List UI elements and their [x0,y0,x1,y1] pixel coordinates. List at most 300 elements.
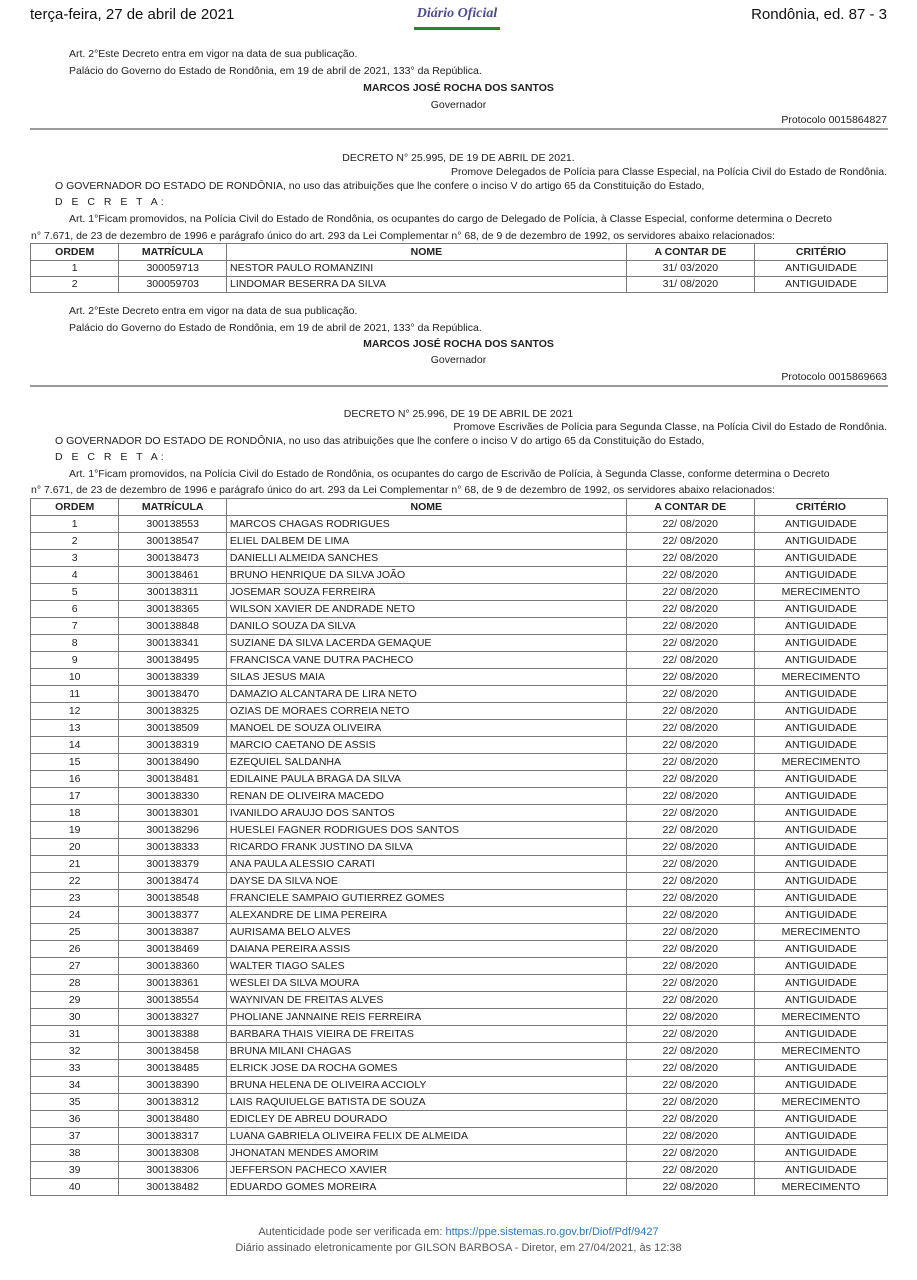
table-row [31,788,888,805]
logo-underline-bar [414,27,500,30]
cell-a-contar-de: 22/ 08/2020 [626,635,754,652]
cell-criterio: ANTIGUIDADE [754,1128,887,1145]
cell-ordem: 13 [31,720,119,737]
cell-a-contar-de: 22/ 08/2020 [626,516,754,533]
cell-matricula: 300138330 [119,788,227,805]
cell-matricula: 300138458 [119,1043,227,1060]
cell-ordem: 2 [31,533,119,550]
cell-criterio: ANTIGUIDADE [754,261,887,277]
cell-matricula: 300138469 [119,941,227,958]
table-row [31,873,888,890]
cell-ordem: 1 [31,261,119,277]
cell-a-contar-de: 22/ 08/2020 [626,941,754,958]
cell-nome: EDILAINE PAULA BRAGA DA SILVA [226,771,626,788]
cell-ordem: 11 [31,686,119,703]
cell-nome: LINDOMAR BESERRA DA SILVA [227,277,627,293]
cell-nome: EDUARDO GOMES MOREIRA [226,1179,626,1196]
cell-criterio: ANTIGUIDADE [754,873,887,890]
cell-matricula: 300138301 [119,805,227,822]
table-row [31,975,888,992]
cell-criterio: ANTIGUIDADE [754,550,887,567]
cell-ordem: 4 [31,567,119,584]
cell-a-contar-de: 22/ 08/2020 [626,1145,754,1162]
cell-matricula: 300138485 [119,1060,227,1077]
cell-ordem: 16 [31,771,119,788]
cell-matricula: 300138306 [119,1162,227,1179]
cell-nome: BRUNO HENRIQUE DA SILVA JOÃO [226,567,626,584]
cell-a-contar-de: 22/ 08/2020 [626,754,754,771]
cell-ordem: 40 [31,1179,119,1196]
cell-criterio: ANTIGUIDADE [754,703,887,720]
cell-ordem: 29 [31,992,119,1009]
cell-nome: RICARDO FRANK JUSTINO DA SILVA [226,839,626,856]
table-row [31,669,888,686]
diario-oficial-logo: Diário Oficial [416,6,498,21]
cell-a-contar-de: 22/ 08/2020 [626,669,754,686]
cell-ordem: 39 [31,1162,119,1179]
cell-nome: WAYNIVAN DE FREITAS ALVES [226,992,626,1009]
cell-ordem: 15 [31,754,119,771]
cell-matricula: 300138473 [119,550,227,567]
cell-matricula: 300138495 [119,652,227,669]
cell-nome: MANOEL DE SOUZA OLIVEIRA [226,720,626,737]
cell-a-contar-de: 22/ 08/2020 [626,822,754,839]
cell-a-contar-de: 22/ 08/2020 [626,1009,754,1026]
cell-a-contar-de: 22/ 08/2020 [626,924,754,941]
cell-criterio: ANTIGUIDADE [754,635,887,652]
cell-nome: ALEXANDRE DE LIMA PEREIRA [226,907,626,924]
cell-ordem: 34 [31,1077,119,1094]
table-row [31,703,888,720]
table-row [31,822,888,839]
table-row [31,771,888,788]
issue-date: terça-feira, 27 de abril de 2021 [30,6,235,23]
cell-criterio: ANTIGUIDADE [754,652,887,669]
cell-matricula: 300138547 [119,533,227,550]
art1-line2: n° 7.671, de 23 de dezembro de 1996 e parágrafo único do art. 293 da Lei Complementar n° 68, de 9 de dezembro de 1992, os servidores abaixo relacionados: [31,230,775,242]
cell-criterio: ANTIGUIDADE [754,516,887,533]
cell-ordem: 37 [31,1128,119,1145]
cell-ordem: 28 [31,975,119,992]
cell-criterio: MERECIMENTO [754,1009,887,1026]
column-header-nome: NOME [226,499,626,516]
cell-matricula: 300138490 [119,754,227,771]
cell-criterio: ANTIGUIDADE [754,907,887,924]
cell-matricula: 300138387 [119,924,227,941]
cell-a-contar-de: 31/ 03/2020 [626,261,754,277]
table-row [31,754,888,771]
palace-text: Palácio do Governo do Estado de Rondônia, em 19 de abril de 2021, 133° da República. [69,65,482,77]
cell-a-contar-de: 22/ 08/2020 [626,550,754,567]
cell-ordem: 21 [31,856,119,873]
cell-ordem: 10 [31,669,119,686]
cell-ordem: 2 [31,277,119,293]
table-row [31,1077,888,1094]
cell-a-contar-de: 22/ 08/2020 [626,1111,754,1128]
cell-criterio: ANTIGUIDADE [754,822,887,839]
cell-matricula: 300138377 [119,907,227,924]
table-row [31,924,888,941]
cell-criterio: ANTIGUIDADE [754,720,887,737]
column-header-ordem: ORDEM [31,244,119,261]
cell-ordem: 14 [31,737,119,754]
table-row [31,1179,888,1196]
cell-ordem: 7 [31,618,119,635]
cell-nome: WALTER TIAGO SALES [226,958,626,975]
cell-criterio: ANTIGUIDADE [754,737,887,754]
cell-criterio: ANTIGUIDADE [754,992,887,1009]
cell-criterio: ANTIGUIDADE [754,601,887,618]
table-header-row [31,244,888,261]
decree-title: DECRETO N° 25.996, DE 19 DE ABRIL DE 2021 [343,408,574,420]
cell-nome: OZIAS DE MORAES CORREIA NETO [226,703,626,720]
table-row [31,516,888,533]
cell-nome: SUZIANE DA SILVA LACERDA GEMAQUE [226,635,626,652]
cell-matricula: 300138333 [119,839,227,856]
table-row [31,652,888,669]
decree-summary: Promove Escrivães de Polícia para Segunda Classe, na Polícia Civil do Estado de Rondônia. [453,421,887,433]
table-row [31,941,888,958]
cell-matricula: 300138312 [119,1094,227,1111]
cell-matricula: 300138308 [119,1145,227,1162]
table-row [31,1145,888,1162]
cell-ordem: 35 [31,1094,119,1111]
table-row [31,635,888,652]
cell-matricula: 300138341 [119,635,227,652]
column-header-nome: NOME [227,244,627,261]
table-row [31,907,888,924]
delegados-table [30,243,888,293]
escrivaes-table [30,498,888,1196]
decree-preamble: O GOVERNADOR DO ESTADO DE RONDÔNIA, no uso das atribuições que lhe confere o inciso V do artigo 65 da Constituição do Estado, [55,435,705,447]
cell-nome: DANILO SOUZA DA SILVA [226,618,626,635]
cell-a-contar-de: 22/ 08/2020 [626,1179,754,1196]
cell-ordem: 30 [31,1009,119,1026]
cell-a-contar-de: 22/ 08/2020 [626,720,754,737]
cell-nome: WILSON XAVIER DE ANDRADE NETO [226,601,626,618]
cell-a-contar-de: 22/ 08/2020 [626,652,754,669]
cell-a-contar-de: 22/ 08/2020 [626,771,754,788]
table-row [31,1060,888,1077]
cell-matricula: 300138296 [119,822,227,839]
table-row [31,567,888,584]
cell-nome: HUESLEI FAGNER RODRIGUES DOS SANTOS [226,822,626,839]
cell-matricula: 300138848 [119,618,227,635]
cell-criterio: MERECIMENTO [754,1094,887,1111]
edition-label: Rondônia, ed. 87 - 3 [751,6,887,23]
cell-matricula: 300138311 [119,584,227,601]
signer-role: Governador [430,354,487,366]
art1-line2: n° 7.671, de 23 de dezembro de 1996 e parágrafo único do art. 293 da Lei Complementar n° 68, de 9 de dezembro de 1992, os servidores abaixo relacionados: [31,484,775,496]
cell-matricula: 300138474 [119,873,227,890]
table-row [31,992,888,1009]
cell-ordem: 1 [31,516,119,533]
cell-nome: DAMAZIO ALCANTARA DE LIRA NETO [226,686,626,703]
table-row [31,686,888,703]
cell-ordem: 33 [31,1060,119,1077]
table-row [31,261,888,277]
cell-a-contar-de: 22/ 08/2020 [626,1162,754,1179]
signer-role: Governador [430,99,487,111]
cell-criterio: ANTIGUIDADE [754,277,887,293]
cell-nome: EDICLEY DE ABREU DOURADO [226,1111,626,1128]
cell-nome: DANIELLI ALMEIDA SANCHES [226,550,626,567]
cell-a-contar-de: 22/ 08/2020 [626,584,754,601]
decreta-label: D E C R E T A: [55,451,167,463]
table-row [31,1009,888,1026]
cell-a-contar-de: 22/ 08/2020 [626,975,754,992]
cell-a-contar-de: 22/ 08/2020 [626,856,754,873]
cell-a-contar-de: 22/ 08/2020 [626,890,754,907]
art2-text: Art. 2°Este Decreto entra em vigor na data de sua publicação. [69,305,358,317]
art1-line1: Art. 1°Ficam promovidos, na Polícia Civil do Estado de Rondônia, os ocupantes do cargo de Escrivão de Polícia, à Segunda Classe, conforme determina o Decreto [69,468,830,480]
cell-a-contar-de: 22/ 08/2020 [626,1077,754,1094]
cell-a-contar-de: 22/ 08/2020 [626,737,754,754]
cell-criterio: MERECIMENTO [754,1043,887,1060]
cell-nome: EZEQUIEL SALDANHA [226,754,626,771]
cell-ordem: 32 [31,1043,119,1060]
cell-criterio: ANTIGUIDADE [754,1162,887,1179]
cell-matricula: 300059703 [119,277,227,293]
cell-a-contar-de: 22/ 08/2020 [626,992,754,1009]
table-row [31,584,888,601]
cell-a-contar-de: 22/ 08/2020 [626,1043,754,1060]
cell-matricula: 300059713 [119,261,227,277]
decreta-label: D E C R E T A: [55,196,167,208]
delegados-table-body [31,261,888,293]
cell-ordem: 19 [31,822,119,839]
cell-criterio: ANTIGUIDADE [754,788,887,805]
table-row [31,1094,888,1111]
cell-ordem: 8 [31,635,119,652]
cell-a-contar-de: 22/ 08/2020 [626,788,754,805]
authenticity-line [0,1226,917,1238]
cell-matricula: 300138470 [119,686,227,703]
cell-nome: JOSEMAR SOUZA FERREIRA [226,584,626,601]
cell-ordem: 22 [31,873,119,890]
page-footer [0,1226,917,1254]
cell-matricula: 300138317 [119,1128,227,1145]
cell-nome: MARCIO CAETANO DE ASSIS [226,737,626,754]
decree-title: DECRETO N° 25.995, DE 19 DE ABRIL DE 2021. [342,152,575,164]
signer-name: MARCOS JOSÉ ROCHA DOS SANTOS [363,338,554,350]
cell-criterio: ANTIGUIDADE [754,1111,887,1128]
table-row [31,533,888,550]
cell-matricula: 300138482 [119,1179,227,1196]
page-header [0,6,917,30]
column-header-criterio: CRITÉRIO [754,244,887,261]
table-row [31,1128,888,1145]
cell-matricula: 300138365 [119,601,227,618]
decree-summary: Promove Delegados de Polícia para Classe Especial, na Polícia Civil do Estado de Rondônia. [451,166,887,178]
protocol-number: Protocolo 0015869663 [781,371,887,383]
cell-nome: ANA PAULA ALESSIO CARATI [226,856,626,873]
table-row [31,890,888,907]
cell-a-contar-de: 22/ 08/2020 [626,686,754,703]
cell-a-contar-de: 22/ 08/2020 [626,1094,754,1111]
cell-ordem: 24 [31,907,119,924]
cell-criterio: ANTIGUIDADE [754,686,887,703]
cell-a-contar-de: 22/ 08/2020 [626,618,754,635]
cell-matricula: 300138388 [119,1026,227,1043]
cell-ordem: 31 [31,1026,119,1043]
column-header-ordem: ORDEM [31,499,119,516]
cell-ordem: 18 [31,805,119,822]
section-divider [30,128,888,130]
cell-criterio: ANTIGUIDADE [754,567,887,584]
cell-a-contar-de: 22/ 08/2020 [626,907,754,924]
column-header-criterio: CRITÉRIO [754,499,887,516]
cell-ordem: 38 [31,1145,119,1162]
cell-nome: MARCOS CHAGAS RODRIGUES [226,516,626,533]
cell-nome: WESLEI DA SILVA MOURA [226,975,626,992]
table-row [31,1026,888,1043]
cell-criterio: ANTIGUIDADE [754,533,887,550]
cell-criterio: ANTIGUIDADE [754,1060,887,1077]
cell-nome: BRUNA HELENA DE OLIVEIRA ACCIOLY [226,1077,626,1094]
cell-criterio: ANTIGUIDADE [754,839,887,856]
cell-criterio: ANTIGUIDADE [754,856,887,873]
table-row [31,1043,888,1060]
escrivaes-table-body [31,516,888,1196]
table-row [31,958,888,975]
cell-criterio: ANTIGUIDADE [754,890,887,907]
cell-matricula: 300138480 [119,1111,227,1128]
cell-ordem: 36 [31,1111,119,1128]
table-header-row [31,499,888,516]
cell-ordem: 26 [31,941,119,958]
cell-matricula: 300138548 [119,890,227,907]
table-row [31,277,888,293]
cell-matricula: 300138361 [119,975,227,992]
cell-ordem: 17 [31,788,119,805]
cell-a-contar-de: 22/ 08/2020 [626,533,754,550]
cell-criterio: ANTIGUIDADE [754,805,887,822]
cell-ordem: 23 [31,890,119,907]
cell-criterio: MERECIMENTO [754,1179,887,1196]
cell-matricula: 300138509 [119,720,227,737]
palace-text: Palácio do Governo do Estado de Rondônia, em 19 de abril de 2021, 133° da República. [69,322,482,334]
cell-nome: BRUNA MILANI CHAGAS [226,1043,626,1060]
table-row [31,1162,888,1179]
table-row [31,737,888,754]
cell-a-contar-de: 22/ 08/2020 [626,1128,754,1145]
cell-ordem: 9 [31,652,119,669]
cell-a-contar-de: 22/ 08/2020 [626,805,754,822]
cell-criterio: MERECIMENTO [754,584,887,601]
cell-a-contar-de: 22/ 08/2020 [626,601,754,618]
cell-criterio: ANTIGUIDADE [754,958,887,975]
cell-criterio: ANTIGUIDADE [754,975,887,992]
cell-nome: SILAS JESUS MAIA [226,669,626,686]
cell-nome: BARBARA THAIS VIEIRA DE FREITAS [226,1026,626,1043]
cell-nome: FRANCIELE SAMPAIO GUTIERREZ GOMES [226,890,626,907]
cell-nome: LUANA GABRIELA OLIVEIRA FELIX DE ALMEIDA [226,1128,626,1145]
signer-name: MARCOS JOSÉ ROCHA DOS SANTOS [363,82,554,94]
cell-nome: RENAN DE OLIVEIRA MACEDO [226,788,626,805]
cell-ordem: 25 [31,924,119,941]
cell-a-contar-de: 31/ 08/2020 [626,277,754,293]
cell-matricula: 300138554 [119,992,227,1009]
cell-matricula: 300138339 [119,669,227,686]
cell-nome: ELIEL DALBEM DE LIMA [226,533,626,550]
cell-criterio: ANTIGUIDADE [754,941,887,958]
art1-line1: Art. 1°Ficam promovidos, na Polícia Civil do Estado de Rondônia, os ocupantes do cargo de Delegado de Polícia, à Classe Especial, conforme determina o Decreto [69,213,832,225]
table-row [31,839,888,856]
cell-matricula: 300138461 [119,567,227,584]
cell-criterio: ANTIGUIDADE [754,771,887,788]
cell-a-contar-de: 22/ 08/2020 [626,1026,754,1043]
cell-ordem: 27 [31,958,119,975]
cell-matricula: 300138553 [119,516,227,533]
cell-matricula: 300138481 [119,771,227,788]
cell-nome: AURISAMA BELO ALVES [226,924,626,941]
cell-ordem: 5 [31,584,119,601]
table-row [31,601,888,618]
cell-ordem: 3 [31,550,119,567]
cell-criterio: ANTIGUIDADE [754,618,887,635]
cell-nome: NESTOR PAULO ROMANZINI [227,261,627,277]
cell-criterio: ANTIGUIDADE [754,1145,887,1162]
cell-nome: FRANCISCA VANE DUTRA PACHECO [226,652,626,669]
authenticity-link[interactable]: https://ppe.sistemas.ro.gov.br/Diof/Pdf/9427 [445,1226,659,1238]
cell-nome: JHONATAN MENDES AMORIM [226,1145,626,1162]
cell-a-contar-de: 22/ 08/2020 [626,703,754,720]
cell-criterio: ANTIGUIDADE [754,1077,887,1094]
cell-matricula: 300138379 [119,856,227,873]
cell-a-contar-de: 22/ 08/2020 [626,1060,754,1077]
column-header-a-contar-de: A CONTAR DE [626,499,754,516]
column-header-matricula: MATRÍCULA [119,499,227,516]
column-header-matricula: MATRÍCULA [119,244,227,261]
cell-a-contar-de: 22/ 08/2020 [626,567,754,584]
table-row [31,805,888,822]
art2-text: Art. 2°Este Decreto entra em vigor na data de sua publicação. [69,48,358,60]
protocol-number: Protocolo 0015864827 [781,114,887,126]
cell-ordem: 20 [31,839,119,856]
cell-criterio: ANTIGUIDADE [754,1026,887,1043]
table-row [31,618,888,635]
cell-matricula: 300138390 [119,1077,227,1094]
cell-nome: LAIS RAQUIUELGE BATISTA DE SOUZA [226,1094,626,1111]
cell-a-contar-de: 22/ 08/2020 [626,839,754,856]
cell-criterio: MERECIMENTO [754,924,887,941]
cell-nome: PHOLIANE JANNAINE REIS FERREIRA [226,1009,626,1026]
decree-preamble: O GOVERNADOR DO ESTADO DE RONDÔNIA, no uso das atribuições que lhe confere o inciso V do artigo 65 da Constituição do Estado, [55,180,705,192]
cell-a-contar-de: 22/ 08/2020 [626,958,754,975]
column-header-a-contar-de: A CONTAR DE [626,244,754,261]
cell-matricula: 300138327 [119,1009,227,1026]
cell-nome: IVANILDO ARAUJO DOS SANTOS [226,805,626,822]
cell-a-contar-de: 22/ 08/2020 [626,873,754,890]
table-row [31,856,888,873]
cell-nome: DAIANA PEREIRA ASSIS [226,941,626,958]
cell-matricula: 300138319 [119,737,227,754]
cell-criterio: MERECIMENTO [754,754,887,771]
cell-matricula: 300138325 [119,703,227,720]
table-row [31,550,888,567]
signature-line: Diário assinado eletronicamente por GILSON BARBOSA - Diretor, em 27/04/2021, às 12:38 [235,1242,682,1254]
cell-criterio: MERECIMENTO [754,669,887,686]
section-divider [30,385,888,387]
authenticity-label: Autenticidade pode ser verificada em: [258,1226,446,1238]
cell-matricula: 300138360 [119,958,227,975]
cell-ordem: 6 [31,601,119,618]
table-row [31,720,888,737]
cell-ordem: 12 [31,703,119,720]
table-row [31,1111,888,1128]
cell-nome: ELRICK JOSE DA ROCHA GOMES [226,1060,626,1077]
